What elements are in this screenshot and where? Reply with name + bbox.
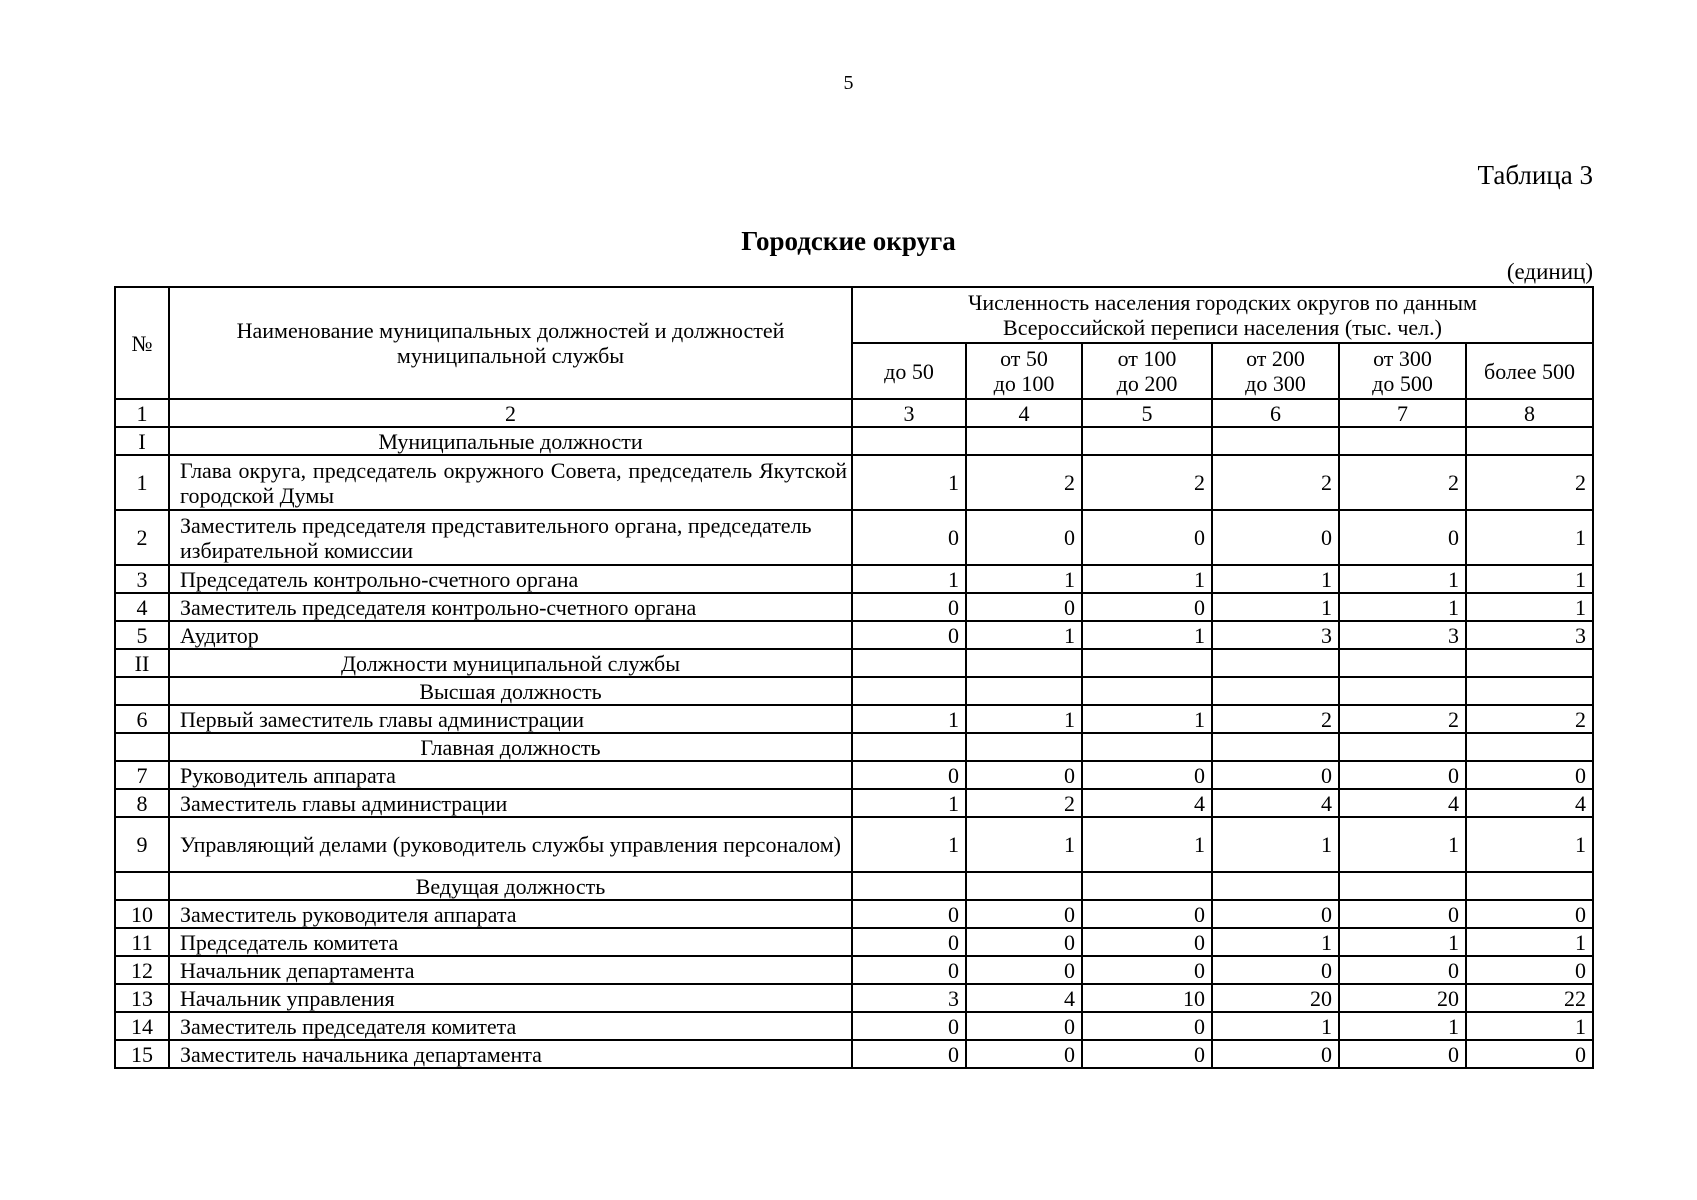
row-number: 8 bbox=[115, 789, 169, 817]
value-cell: 1 bbox=[1212, 928, 1339, 956]
value-cell: 0 bbox=[852, 900, 966, 928]
value-cell: 0 bbox=[966, 1012, 1082, 1040]
value-cell: 4 bbox=[1082, 789, 1212, 817]
value-cell: 2 bbox=[1339, 705, 1466, 733]
value-cell bbox=[1339, 649, 1466, 677]
table-row bbox=[115, 455, 1593, 510]
header-group-2: от 50 до 100 bbox=[966, 343, 1082, 399]
value-cell: 2 bbox=[966, 789, 1082, 817]
value-cell: 2 bbox=[1466, 705, 1593, 733]
row-number: I bbox=[115, 427, 169, 455]
value-cell bbox=[1082, 677, 1212, 705]
value-cell: 0 bbox=[966, 1040, 1082, 1068]
value-cell: 1 bbox=[1339, 928, 1466, 956]
position-name: Заместитель главы администрации bbox=[169, 789, 852, 817]
header-num: № bbox=[115, 287, 169, 399]
value-cell: 0 bbox=[1212, 900, 1339, 928]
value-cell: 1 bbox=[1212, 817, 1339, 872]
row-number: 11 bbox=[115, 928, 169, 956]
row-number: 15 bbox=[115, 1040, 169, 1068]
value-cell: 0 bbox=[1082, 1040, 1212, 1068]
value-cell: 2 bbox=[1339, 455, 1466, 510]
row-number: 4 bbox=[115, 593, 169, 621]
value-cell: 1 bbox=[1466, 1012, 1593, 1040]
header-group-4: от 200 до 300 bbox=[1212, 343, 1339, 399]
table-row bbox=[115, 761, 1593, 789]
value-cell bbox=[1082, 872, 1212, 900]
column-number-row bbox=[115, 399, 1593, 427]
table-row bbox=[115, 928, 1593, 956]
value-cell bbox=[1339, 677, 1466, 705]
position-name: Глава округа, председатель окружного Совета, председатель Якутской городской Думы bbox=[169, 455, 852, 510]
value-cell: 2 bbox=[1212, 705, 1339, 733]
value-cell: 0 bbox=[1082, 593, 1212, 621]
table-row bbox=[115, 984, 1593, 1012]
value-cell: 1 bbox=[852, 705, 966, 733]
value-cell: 1 bbox=[966, 565, 1082, 593]
page-title: Городские округа bbox=[741, 226, 956, 256]
value-cell: 0 bbox=[852, 1040, 966, 1068]
value-cell: 0 bbox=[852, 510, 966, 565]
value-cell: 0 bbox=[1339, 900, 1466, 928]
value-cell bbox=[966, 427, 1082, 455]
position-name: Аудитор bbox=[169, 621, 852, 649]
row-number: 3 bbox=[115, 565, 169, 593]
section-title: Должности муниципальной службы bbox=[169, 649, 852, 677]
position-name: Заместитель председателя представительного органа, председатель избирательной комиссии bbox=[169, 510, 852, 565]
table-row bbox=[115, 900, 1593, 928]
value-cell: 0 bbox=[1466, 761, 1593, 789]
row-number: 7 bbox=[115, 761, 169, 789]
value-cell: 0 bbox=[1082, 900, 1212, 928]
value-cell: 0 bbox=[1466, 1040, 1593, 1068]
column-number: 7 bbox=[1339, 399, 1466, 427]
header-population-group: Численность населения городских округов по данным Всероссийской переписи населения (тыс. чел.) bbox=[852, 287, 1593, 343]
value-cell: 4 bbox=[1339, 789, 1466, 817]
value-cell: 1 bbox=[1082, 565, 1212, 593]
value-cell: 20 bbox=[1212, 984, 1339, 1012]
value-cell: 22 bbox=[1466, 984, 1593, 1012]
value-cell bbox=[1466, 872, 1593, 900]
value-cell bbox=[966, 733, 1082, 761]
value-cell: 0 bbox=[852, 928, 966, 956]
value-cell: 20 bbox=[1339, 984, 1466, 1012]
value-cell bbox=[1212, 649, 1339, 677]
value-cell: 1 bbox=[966, 705, 1082, 733]
section-title: Ведущая должность bbox=[169, 872, 852, 900]
value-cell bbox=[1339, 427, 1466, 455]
value-cell: 3 bbox=[1466, 621, 1593, 649]
value-cell: 1 bbox=[852, 455, 966, 510]
value-cell: 1 bbox=[1082, 621, 1212, 649]
value-cell: 1 bbox=[1466, 593, 1593, 621]
column-number: 2 bbox=[169, 399, 852, 427]
value-cell bbox=[1212, 427, 1339, 455]
value-cell: 0 bbox=[852, 621, 966, 649]
row-number bbox=[115, 677, 169, 705]
header-group-1: до 50 bbox=[852, 343, 966, 399]
column-number: 1 bbox=[115, 399, 169, 427]
column-number: 5 bbox=[1082, 399, 1212, 427]
value-cell: 1 bbox=[1466, 817, 1593, 872]
value-cell bbox=[852, 427, 966, 455]
column-number: 6 bbox=[1212, 399, 1339, 427]
value-cell bbox=[1082, 649, 1212, 677]
value-cell: 0 bbox=[1212, 761, 1339, 789]
value-cell: 1 bbox=[966, 621, 1082, 649]
value-cell: 0 bbox=[1082, 928, 1212, 956]
row-number: 13 bbox=[115, 984, 169, 1012]
header-group-5: от 300 до 500 bbox=[1339, 343, 1466, 399]
value-cell: 1 bbox=[1212, 1012, 1339, 1040]
value-cell bbox=[966, 677, 1082, 705]
row-number: 14 bbox=[115, 1012, 169, 1040]
value-cell bbox=[852, 733, 966, 761]
value-cell: 1 bbox=[1339, 1012, 1466, 1040]
table-row bbox=[115, 621, 1593, 649]
value-cell: 2 bbox=[966, 455, 1082, 510]
value-cell: 1 bbox=[852, 565, 966, 593]
value-cell: 0 bbox=[966, 956, 1082, 984]
value-cell: 1 bbox=[1212, 565, 1339, 593]
value-cell: 1 bbox=[966, 817, 1082, 872]
table-row bbox=[115, 593, 1593, 621]
value-cell: 1 bbox=[1212, 593, 1339, 621]
value-cell: 0 bbox=[1082, 1012, 1212, 1040]
row-number bbox=[115, 733, 169, 761]
column-number: 3 bbox=[852, 399, 966, 427]
value-cell: 0 bbox=[966, 928, 1082, 956]
position-name: Заместитель руководителя аппарата bbox=[169, 900, 852, 928]
table-row bbox=[115, 817, 1593, 872]
row-number: 6 bbox=[115, 705, 169, 733]
value-cell bbox=[1212, 872, 1339, 900]
value-cell: 0 bbox=[1212, 1040, 1339, 1068]
position-name: Начальник департамента bbox=[169, 956, 852, 984]
column-number: 4 bbox=[966, 399, 1082, 427]
value-cell: 0 bbox=[966, 900, 1082, 928]
header-group-3: от 100 до 200 bbox=[1082, 343, 1212, 399]
position-name: Первый заместитель главы администрации bbox=[169, 705, 852, 733]
value-cell bbox=[1466, 677, 1593, 705]
value-cell: 2 bbox=[1212, 455, 1339, 510]
column-number: 8 bbox=[1466, 399, 1593, 427]
table-label: Таблица 3 bbox=[1477, 160, 1593, 190]
value-cell bbox=[1212, 733, 1339, 761]
row-number: 5 bbox=[115, 621, 169, 649]
row-number: 10 bbox=[115, 900, 169, 928]
value-cell: 0 bbox=[852, 593, 966, 621]
value-cell bbox=[1212, 677, 1339, 705]
value-cell: 1 bbox=[1339, 593, 1466, 621]
section-title: Муниципальные должности bbox=[169, 427, 852, 455]
value-cell bbox=[966, 872, 1082, 900]
row-number: II bbox=[115, 649, 169, 677]
table-row bbox=[115, 1012, 1593, 1040]
value-cell: 1 bbox=[1082, 705, 1212, 733]
value-cell bbox=[1339, 733, 1466, 761]
value-cell: 0 bbox=[852, 956, 966, 984]
position-name: Управляющий делами (руководитель службы управления персоналом) bbox=[169, 817, 852, 872]
value-cell bbox=[1082, 427, 1212, 455]
position-name: Руководитель аппарата bbox=[169, 761, 852, 789]
value-cell bbox=[1466, 427, 1593, 455]
position-name: Заместитель председателя контрольно-счетного органа bbox=[169, 593, 852, 621]
value-cell: 3 bbox=[1339, 621, 1466, 649]
page-number: 5 bbox=[843, 72, 854, 94]
value-cell: 0 bbox=[1082, 956, 1212, 984]
position-name: Заместитель начальника департамента bbox=[169, 1040, 852, 1068]
value-cell: 4 bbox=[1466, 789, 1593, 817]
section-row bbox=[115, 649, 1593, 677]
position-name: Начальник управления bbox=[169, 984, 852, 1012]
value-cell: 0 bbox=[966, 761, 1082, 789]
table-row bbox=[115, 705, 1593, 733]
value-cell: 0 bbox=[1082, 510, 1212, 565]
value-cell: 0 bbox=[1339, 510, 1466, 565]
row-number: 1 bbox=[115, 455, 169, 510]
row-number bbox=[115, 872, 169, 900]
positions-table bbox=[114, 286, 1594, 1069]
value-cell: 0 bbox=[852, 1012, 966, 1040]
table-row bbox=[115, 510, 1593, 565]
value-cell: 4 bbox=[1212, 789, 1339, 817]
table-row bbox=[115, 565, 1593, 593]
value-cell: 3 bbox=[1212, 621, 1339, 649]
value-cell: 10 bbox=[1082, 984, 1212, 1012]
position-name: Заместитель председателя комитета bbox=[169, 1012, 852, 1040]
value-cell: 0 bbox=[966, 593, 1082, 621]
position-name: Председатель контрольно-счетного органа bbox=[169, 565, 852, 593]
value-cell: 0 bbox=[1212, 956, 1339, 984]
value-cell: 0 bbox=[1339, 956, 1466, 984]
row-number: 2 bbox=[115, 510, 169, 565]
value-cell: 0 bbox=[1466, 900, 1593, 928]
value-cell: 3 bbox=[852, 984, 966, 1012]
value-cell: 2 bbox=[1082, 455, 1212, 510]
row-number: 9 bbox=[115, 817, 169, 872]
value-cell bbox=[852, 649, 966, 677]
value-cell: 0 bbox=[852, 761, 966, 789]
value-cell bbox=[1466, 649, 1593, 677]
value-cell bbox=[1082, 733, 1212, 761]
value-cell: 0 bbox=[1212, 510, 1339, 565]
value-cell: 0 bbox=[1466, 956, 1593, 984]
value-cell: 0 bbox=[1339, 1040, 1466, 1068]
table-row bbox=[115, 789, 1593, 817]
header-group-6: более 500 bbox=[1466, 343, 1593, 399]
header-name: Наименование муниципальных должностей и должностей муниципальной службы bbox=[169, 287, 852, 399]
value-cell: 1 bbox=[1339, 565, 1466, 593]
value-cell: 2 bbox=[1466, 455, 1593, 510]
section-row bbox=[115, 733, 1593, 761]
value-cell: 1 bbox=[1466, 928, 1593, 956]
table-row bbox=[115, 956, 1593, 984]
value-cell: 1 bbox=[852, 817, 966, 872]
units-label: (единиц) bbox=[1506, 259, 1593, 284]
table-row bbox=[115, 1040, 1593, 1068]
section-title: Высшая должность bbox=[169, 677, 852, 705]
value-cell: 1 bbox=[1339, 817, 1466, 872]
section-row bbox=[115, 677, 1593, 705]
value-cell: 1 bbox=[1466, 510, 1593, 565]
section-row bbox=[115, 427, 1593, 455]
value-cell: 1 bbox=[852, 789, 966, 817]
value-cell bbox=[1466, 733, 1593, 761]
section-title: Главная должность bbox=[169, 733, 852, 761]
value-cell: 1 bbox=[1082, 817, 1212, 872]
row-number: 12 bbox=[115, 956, 169, 984]
value-cell: 1 bbox=[1466, 565, 1593, 593]
value-cell: 0 bbox=[1339, 761, 1466, 789]
value-cell bbox=[1339, 872, 1466, 900]
value-cell: 4 bbox=[966, 984, 1082, 1012]
value-cell: 0 bbox=[1082, 761, 1212, 789]
value-cell bbox=[966, 649, 1082, 677]
header-row-top bbox=[115, 287, 1593, 343]
value-cell: 0 bbox=[966, 510, 1082, 565]
value-cell bbox=[852, 677, 966, 705]
section-row bbox=[115, 872, 1593, 900]
value-cell bbox=[852, 872, 966, 900]
position-name: Председатель комитета bbox=[169, 928, 852, 956]
